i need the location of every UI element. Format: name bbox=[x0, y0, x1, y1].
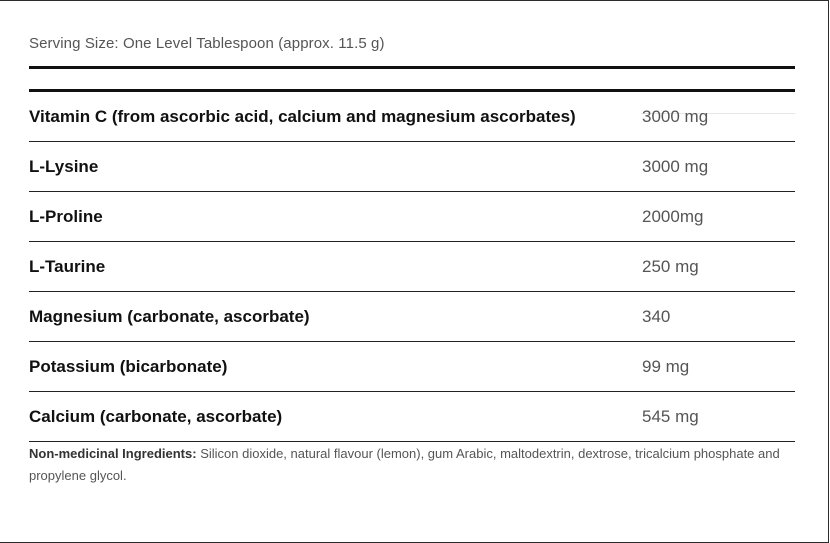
ingredient-amount: 3000 mg bbox=[642, 157, 709, 176]
ingredient-row-potassium bbox=[29, 342, 795, 392]
ingredient-name: L-Lysine bbox=[29, 157, 99, 176]
serving-size: Serving Size: One Level Tablespoon (approx. 11.5 g) bbox=[29, 35, 385, 52]
non-medicinal-label: Non-medicinal Ingredients: bbox=[29, 446, 197, 461]
ingredient-table bbox=[29, 92, 795, 442]
ingredient-amount: 2000mg bbox=[642, 207, 704, 226]
ingredient-amount: 545 mg bbox=[642, 407, 699, 426]
ingredient-name: Potassium (bicarbonate) bbox=[29, 357, 228, 376]
non-medicinal-ingredients bbox=[29, 443, 795, 487]
ingredient-name: Calcium (carbonate, ascorbate) bbox=[29, 407, 283, 426]
ingredient-row-calcium bbox=[29, 392, 795, 442]
ingredient-name: Magnesium (carbonate, ascorbate) bbox=[29, 307, 310, 326]
thick-divider-top bbox=[29, 66, 795, 69]
ingredient-row-l-taurine bbox=[29, 242, 795, 292]
ingredient-amount: 99 mg bbox=[642, 357, 690, 376]
ingredient-row-l-proline bbox=[29, 192, 795, 242]
ingredient-name: L-Proline bbox=[29, 207, 103, 226]
ingredient-amount: 3000 mg bbox=[642, 107, 709, 126]
ingredient-row-l-lysine bbox=[29, 142, 795, 192]
ingredient-amount: 340 bbox=[642, 307, 671, 326]
ingredient-row-vitamin-c bbox=[29, 92, 795, 142]
ingredient-name: L-Taurine bbox=[29, 257, 106, 276]
ingredient-row-magnesium bbox=[29, 292, 795, 342]
ingredient-name: Vitamin C (from ascorbic acid, calcium and magnesium ascorbates) bbox=[29, 107, 576, 126]
ingredient-amount: 250 mg bbox=[642, 257, 699, 276]
non-medicinal-text: Silicon dioxide, natural flavour (lemon), gum Arabic, maltodextrin, dextrose, tricalcium phosphate and propylene glycol. bbox=[29, 446, 780, 483]
